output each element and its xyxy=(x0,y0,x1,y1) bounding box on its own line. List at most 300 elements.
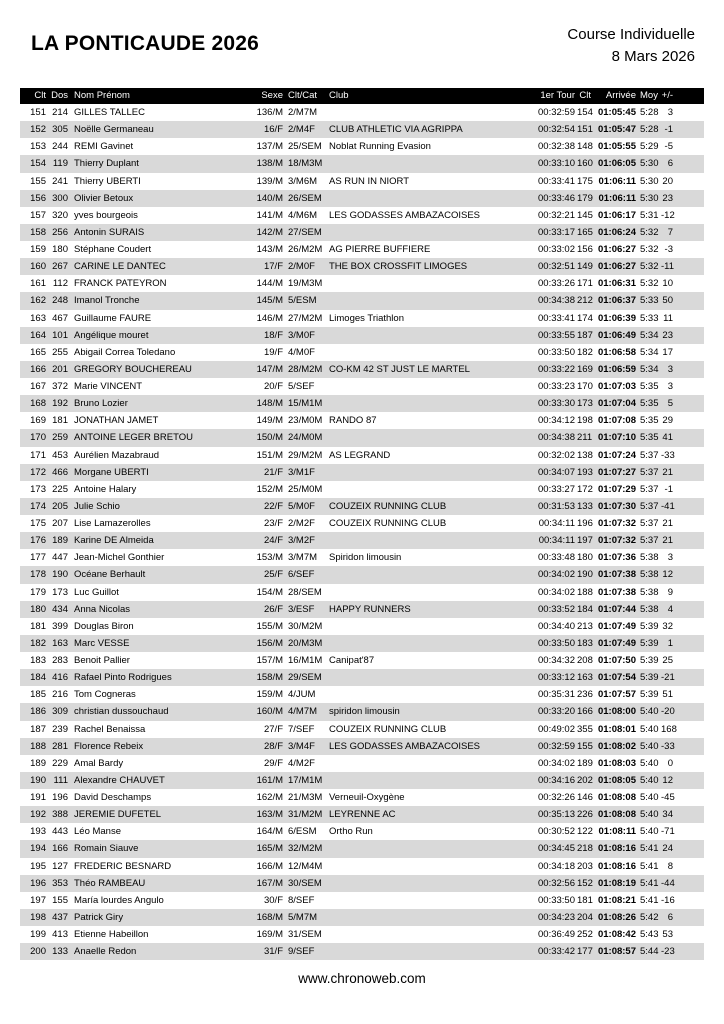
cell-clt: 179 xyxy=(30,586,46,598)
cell-1er-tour: 00:33:22 xyxy=(538,363,575,375)
cell-club xyxy=(325,275,530,292)
cell-clt-arrivee: 149 xyxy=(577,261,593,273)
cell-nom-prenom: Rafael Pinto Rodrigues xyxy=(74,672,172,684)
cell-dos: 388 xyxy=(52,809,68,821)
table-row xyxy=(20,601,704,618)
cell-moy: 5:39 xyxy=(640,655,659,666)
cell-clt-cat: 2/M7M xyxy=(288,107,318,118)
cell-clt-arrivee: 173 xyxy=(577,398,593,410)
cell-1er-tour: 00:34:40 xyxy=(538,620,575,632)
cell-moy: 5:35 xyxy=(640,398,659,410)
cell-arrivee: 01:06:17 xyxy=(597,209,636,221)
cell-moy: 5:35 xyxy=(640,415,659,427)
cell-club xyxy=(325,292,530,309)
cell-clt-cat: 21/M3M xyxy=(288,792,323,803)
table-row xyxy=(20,892,704,909)
cell-arrivee: 01:07:44 xyxy=(597,603,636,615)
cell-1er-tour: 00:33:02 xyxy=(538,244,575,255)
cell-club xyxy=(325,566,530,583)
table-row xyxy=(20,241,704,258)
cell-clt: 178 xyxy=(30,569,46,581)
cell-sexe: 154/M xyxy=(256,586,283,598)
cell-plus-minus: 6 xyxy=(667,911,673,923)
cell-clt: 191 xyxy=(30,792,46,803)
cell-arrivee: 01:08:05 xyxy=(597,774,636,786)
cell-sexe: 157/M xyxy=(256,655,283,666)
cell-sexe: 146/M xyxy=(256,312,283,324)
table-row xyxy=(20,464,704,481)
table-row xyxy=(20,549,704,566)
cell-sexe: 148/M xyxy=(256,398,283,410)
cell-plus-minus: 11 xyxy=(663,312,673,324)
cell-sexe: 25/F xyxy=(263,569,283,581)
cell-nom-prenom: Benoit Pallier xyxy=(74,655,130,666)
cell-clt: 158 xyxy=(30,226,46,238)
cell-clt-cat: 8/SEF xyxy=(288,894,315,906)
cell-clt-arrivee: 212 xyxy=(577,295,593,307)
cell-1er-tour: 00:33:26 xyxy=(538,278,575,290)
cell-plus-minus: 23 xyxy=(662,192,673,204)
cell-sexe: 141/M xyxy=(256,209,283,221)
cell-clt-arrivee: 171 xyxy=(577,278,593,290)
cell-moy: 5:39 xyxy=(640,689,659,701)
cell-1er-tour: 00:33:12 xyxy=(538,672,575,684)
cell-club: Noblat Running Evasion xyxy=(329,141,431,153)
cell-plus-minus: 0 xyxy=(667,757,673,769)
cell-moy: 5:30 xyxy=(640,175,659,187)
cell-club xyxy=(325,892,530,909)
cell-sexe: 156/M xyxy=(256,637,283,649)
cell-dos: 437 xyxy=(52,911,68,923)
cell-dos: 453 xyxy=(52,449,68,461)
cell-clt-cat: 4/M7M xyxy=(288,706,318,718)
cell-clt-arrivee: 211 xyxy=(577,432,593,444)
page-title: LA PONTICAUDE 2026 xyxy=(31,32,260,55)
cell-nom-prenom: Noëlle Germaneau xyxy=(74,124,154,136)
cell-clt-cat: 3/M7M xyxy=(288,552,318,564)
cell-clt-arrivee: 190 xyxy=(577,569,593,581)
cell-plus-minus: 6 xyxy=(667,158,673,170)
cell-1er-tour: 00:32:59 xyxy=(538,107,575,118)
cell-dos: 180 xyxy=(52,244,68,255)
cell-clt: 188 xyxy=(30,740,46,752)
cell-club: Limoges Triathlon xyxy=(329,312,404,324)
cell-dos: 173 xyxy=(52,586,68,598)
cell-clt-arrivee: 355 xyxy=(577,723,593,735)
column-header-moy: Moy xyxy=(640,90,658,101)
event-name: Course Individuelle xyxy=(567,26,695,43)
cell-nom-prenom: Julie Schio xyxy=(74,500,120,512)
cell-clt-arrivee: 154 xyxy=(577,107,593,118)
cell-clt-arrivee: 166 xyxy=(577,706,593,718)
cell-nom-prenom: Jean-Michel Gonthier xyxy=(74,552,165,564)
cell-sexe: 152/M xyxy=(256,483,283,495)
cell-clt: 163 xyxy=(30,312,46,324)
cell-club: COUZEIX RUNNING CLUB xyxy=(329,518,447,529)
cell-plus-minus: 3 xyxy=(667,552,673,564)
table-row xyxy=(20,618,704,635)
cell-clt: 162 xyxy=(30,295,46,307)
cell-nom-prenom: Aurélien Mazabraud xyxy=(74,449,160,461)
cell-clt-arrivee: 184 xyxy=(577,603,593,615)
cell-moy: 5:41 xyxy=(640,894,659,906)
cell-club xyxy=(325,840,530,857)
cell-1er-tour: 00:33:41 xyxy=(538,312,575,324)
cell-dos: 155 xyxy=(52,894,68,906)
cell-clt-cat: 6/ESM xyxy=(288,826,317,838)
cell-clt-cat: 3/M1F xyxy=(288,466,315,478)
cell-clt: 153 xyxy=(30,141,46,153)
cell-arrivee: 01:07:32 xyxy=(597,535,636,547)
cell-plus-minus: 34 xyxy=(662,809,673,821)
cell-moy: 5:39 xyxy=(640,637,659,649)
cell-nom-prenom: Douglas Biron xyxy=(74,620,134,632)
table-row xyxy=(20,292,704,309)
cell-nom-prenom: Antoine Halary xyxy=(74,483,137,495)
cell-nom-prenom: Florence Rebeix xyxy=(74,740,144,752)
cell-clt-arrivee: 122 xyxy=(577,826,593,838)
cell-clt: 169 xyxy=(30,415,46,427)
cell-plus-minus: 12 xyxy=(662,774,673,786)
cell-plus-minus: 4 xyxy=(667,603,673,615)
cell-nom-prenom: CARINE LE DANTEC xyxy=(74,261,166,273)
page-header xyxy=(31,22,695,68)
cell-clt: 194 xyxy=(30,843,46,855)
cell-nom-prenom: GILLES TALLEC xyxy=(74,107,145,118)
cell-moy: 5:35 xyxy=(640,432,659,444)
table-row xyxy=(20,361,704,378)
cell-clt-cat: 27/SEM xyxy=(288,226,322,238)
cell-arrivee: 01:08:57 xyxy=(597,946,636,958)
cell-plus-minus: 21 xyxy=(662,535,673,547)
cell-1er-tour: 00:32:21 xyxy=(538,209,575,221)
cell-plus-minus: 17 xyxy=(662,346,673,358)
cell-clt: 161 xyxy=(30,278,46,290)
cell-moy: 5:40 xyxy=(640,740,659,752)
table-row xyxy=(20,635,704,652)
cell-clt-cat: 18/M3M xyxy=(288,158,323,170)
cell-clt-cat: 25/SEM xyxy=(288,141,322,153)
cell-sexe: 24/F xyxy=(263,535,283,547)
cell-plus-minus: 12 xyxy=(662,569,673,581)
cell-arrivee: 01:07:49 xyxy=(597,637,636,649)
cell-clt-arrivee: 170 xyxy=(577,381,593,392)
cell-nom-prenom: yves bourgeois xyxy=(74,209,138,221)
cell-dos: 413 xyxy=(52,929,68,940)
cell-plus-minus: 3 xyxy=(667,381,673,392)
cell-clt: 181 xyxy=(30,620,46,632)
cell-plus-minus: 7 xyxy=(667,226,673,238)
cell-sexe: 155/M xyxy=(256,620,283,632)
cell-dos: 443 xyxy=(52,826,68,838)
cell-club xyxy=(325,755,530,772)
cell-clt-arrivee: 198 xyxy=(577,415,593,427)
cell-club xyxy=(325,858,530,875)
cell-plus-minus: -45 xyxy=(661,792,675,803)
cell-clt-cat: 3/M6M xyxy=(288,175,318,187)
cell-dos: 467 xyxy=(52,312,68,324)
cell-1er-tour: 00:34:18 xyxy=(538,860,575,872)
table-row xyxy=(20,823,704,840)
cell-clt: 172 xyxy=(30,466,46,478)
cell-clt: 166 xyxy=(30,363,46,375)
cell-1er-tour: 00:32:51 xyxy=(538,261,575,273)
cell-nom-prenom: Léo Manse xyxy=(74,826,122,838)
cell-clt-arrivee: 252 xyxy=(577,929,593,940)
cell-clt: 157 xyxy=(30,209,46,221)
cell-sexe: 27/F xyxy=(263,723,283,735)
cell-dos: 133 xyxy=(52,946,68,958)
cell-clt-cat: 28/SEM xyxy=(288,586,322,598)
cell-arrivee: 01:07:04 xyxy=(597,398,636,410)
cell-plus-minus: -44 xyxy=(661,877,675,889)
cell-clt-arrivee: 152 xyxy=(577,877,593,889)
cell-plus-minus: 29 xyxy=(662,415,673,427)
cell-clt-cat: 30/SEM xyxy=(288,877,322,889)
cell-nom-prenom: María lourdes Angulo xyxy=(74,894,164,906)
cell-clt: 177 xyxy=(30,552,46,564)
cell-clt-cat: 12/M4M xyxy=(288,860,323,872)
cell-club: RANDO 87 xyxy=(329,415,377,427)
cell-clt: 174 xyxy=(30,500,46,512)
cell-sexe: 145/M xyxy=(256,295,283,307)
cell-dos: 248 xyxy=(52,295,68,307)
cell-arrivee: 01:07:50 xyxy=(597,655,636,666)
cell-moy: 5:39 xyxy=(640,620,659,632)
cell-clt-cat: 5/M0F xyxy=(288,500,315,512)
cell-arrivee: 01:08:00 xyxy=(597,706,636,718)
cell-clt: 199 xyxy=(30,929,46,940)
cell-clt-cat: 4/M6M xyxy=(288,209,318,221)
table-row xyxy=(20,498,704,515)
cell-clt-cat: 5/ESM xyxy=(288,295,317,307)
cell-1er-tour: 00:33:50 xyxy=(538,894,575,906)
cell-club xyxy=(325,395,530,412)
cell-plus-minus: 51 xyxy=(662,689,673,701)
cell-plus-minus: 5 xyxy=(667,398,673,410)
cell-club xyxy=(325,378,530,395)
cell-clt: 164 xyxy=(30,329,46,341)
cell-club: COUZEIX RUNNING CLUB xyxy=(329,500,447,512)
cell-sexe: 138/M xyxy=(256,158,283,170)
cell-dos: 256 xyxy=(52,226,68,238)
cell-nom-prenom: Rachel Benaissa xyxy=(74,723,146,735)
cell-clt: 173 xyxy=(30,483,46,495)
cell-nom-prenom: Bruno Lozier xyxy=(74,398,128,410)
cell-nom-prenom: Lise Lamazerolles xyxy=(74,518,151,529)
cell-nom-prenom: Etienne Habeillon xyxy=(74,929,149,940)
cell-sexe: 159/M xyxy=(256,689,283,701)
cell-clt-arrivee: 169 xyxy=(577,363,593,375)
cell-sexe: 16/F xyxy=(263,124,283,136)
cell-plus-minus: 32 xyxy=(662,620,673,632)
cell-clt-arrivee: 204 xyxy=(577,911,593,923)
cell-sexe: 20/F xyxy=(263,381,283,392)
cell-moy: 5:38 xyxy=(640,569,659,581)
cell-clt: 187 xyxy=(30,723,46,735)
cell-club xyxy=(325,772,530,789)
cell-moy: 5:32 xyxy=(640,244,659,255)
cell-dos: 353 xyxy=(52,877,68,889)
cell-clt-arrivee: 145 xyxy=(577,209,593,221)
table-row xyxy=(20,275,704,292)
cell-club xyxy=(325,327,530,344)
cell-nom-prenom: FREDERIC BESNARD xyxy=(74,860,172,872)
cell-nom-prenom: Théo RAMBEAU xyxy=(74,877,146,889)
cell-moy: 5:37 xyxy=(640,466,659,478)
cell-arrivee: 01:08:26 xyxy=(597,911,636,923)
cell-plus-minus: 3 xyxy=(667,107,673,118)
table-row xyxy=(20,840,704,857)
cell-plus-minus: -12 xyxy=(661,209,675,221)
cell-dos: 205 xyxy=(52,500,68,512)
cell-nom-prenom: Romain Siauve xyxy=(74,843,139,855)
table-row xyxy=(20,926,704,943)
cell-plus-minus: 41 xyxy=(662,432,673,444)
cell-1er-tour: 00:34:12 xyxy=(538,415,575,427)
results-table xyxy=(20,88,704,960)
cell-1er-tour: 00:49:02 xyxy=(538,723,575,735)
cell-clt-arrivee: 146 xyxy=(577,792,593,803)
cell-clt: 151 xyxy=(30,107,46,118)
cell-sexe: 166/M xyxy=(256,860,283,872)
cell-nom-prenom: JEREMIE DUFETEL xyxy=(74,809,162,821)
cell-nom-prenom: Antonin SURAIS xyxy=(74,226,145,238)
cell-dos: 372 xyxy=(52,381,68,392)
cell-clt: 193 xyxy=(30,826,46,838)
cell-sexe: 164/M xyxy=(256,826,283,838)
cell-1er-tour: 00:33:30 xyxy=(538,398,575,410)
cell-1er-tour: 00:34:02 xyxy=(538,569,575,581)
cell-sexe: 143/M xyxy=(256,244,283,255)
table-row xyxy=(20,652,704,669)
cell-1er-tour: 00:34:07 xyxy=(538,466,575,478)
column-header-sexe: Sexe xyxy=(261,90,283,101)
cell-dos: 229 xyxy=(52,757,68,769)
cell-plus-minus: -1 xyxy=(664,483,673,495)
column-header-plus-minus: +/- xyxy=(661,90,673,101)
cell-clt-arrivee: 163 xyxy=(577,672,593,684)
cell-1er-tour: 00:34:16 xyxy=(538,774,575,786)
cell-moy: 5:38 xyxy=(640,586,659,598)
cell-clt-cat: 3/M4F xyxy=(288,740,315,752)
cell-clt: 167 xyxy=(30,381,46,392)
table-row xyxy=(20,943,704,960)
cell-arrivee: 01:05:45 xyxy=(597,107,636,118)
cell-clt: 152 xyxy=(30,124,46,136)
cell-moy: 5:40 xyxy=(640,826,659,838)
cell-clt-arrivee: 189 xyxy=(577,757,593,769)
cell-clt-arrivee: 175 xyxy=(577,175,593,187)
cell-dos: 305 xyxy=(52,124,68,136)
cell-clt-arrivee: 236 xyxy=(577,689,593,701)
table-row xyxy=(20,190,704,207)
cell-arrivee: 01:06:24 xyxy=(597,226,636,238)
cell-clt-arrivee: 226 xyxy=(577,809,593,821)
cell-plus-minus: -5 xyxy=(664,141,673,153)
cell-clt-cat: 4/M2F xyxy=(288,757,315,769)
cell-1er-tour: 00:34:23 xyxy=(538,911,575,923)
cell-1er-tour: 00:32:02 xyxy=(538,449,575,461)
cell-clt-arrivee: 172 xyxy=(577,483,593,495)
cell-1er-tour: 00:34:11 xyxy=(538,518,575,529)
cell-moy: 5:28 xyxy=(640,124,659,136)
cell-plus-minus: 8 xyxy=(667,860,673,872)
cell-moy: 5:40 xyxy=(640,757,659,769)
cell-1er-tour: 00:33:55 xyxy=(538,329,575,341)
cell-1er-tour: 00:33:17 xyxy=(538,226,575,238)
cell-clt-arrivee: 174 xyxy=(577,312,593,324)
cell-sexe: 19/F xyxy=(263,346,283,358)
cell-dos: 189 xyxy=(52,535,68,547)
cell-nom-prenom: Patrick Giry xyxy=(74,911,124,923)
table-row xyxy=(20,584,704,601)
cell-sexe: 28/F xyxy=(263,740,283,752)
cell-plus-minus: -3 xyxy=(664,244,673,255)
cell-moy: 5:37 xyxy=(640,518,659,529)
cell-moy: 5:37 xyxy=(640,483,659,495)
cell-club: Spiridon limousin xyxy=(329,552,402,564)
cell-sexe: 23/F xyxy=(263,518,283,529)
cell-clt-arrivee: 151 xyxy=(577,124,593,136)
table-row xyxy=(20,686,704,703)
cell-plus-minus: 25 xyxy=(662,655,673,666)
cell-sexe: 142/M xyxy=(256,226,283,238)
table-row xyxy=(20,447,704,464)
cell-arrivee: 01:07:10 xyxy=(597,432,636,444)
cell-club: AS LEGRAND xyxy=(329,449,391,461)
cell-sexe: 137/M xyxy=(256,141,283,153)
cell-nom-prenom: GREGORY BOUCHEREAU xyxy=(74,363,192,375)
table-row xyxy=(20,755,704,772)
cell-dos: 111 xyxy=(53,774,68,786)
cell-sexe: 165/M xyxy=(256,843,283,855)
cell-dos: 466 xyxy=(52,466,68,478)
cell-sexe: 30/F xyxy=(263,894,283,906)
cell-nom-prenom: Marie VINCENT xyxy=(74,381,143,392)
cell-club xyxy=(325,224,530,241)
table-row xyxy=(20,155,704,172)
cell-clt: 159 xyxy=(30,244,46,255)
table-row xyxy=(20,258,704,275)
cell-plus-minus: 168 xyxy=(661,723,677,735)
cell-club xyxy=(325,875,530,892)
cell-clt-cat: 4/JUM xyxy=(288,689,316,701)
cell-moy: 5:38 xyxy=(640,603,659,615)
cell-moy: 5:42 xyxy=(640,911,659,923)
cell-dos: 201 xyxy=(52,363,68,375)
cell-moy: 5:39 xyxy=(640,672,659,684)
cell-arrivee: 01:06:27 xyxy=(597,244,636,255)
cell-nom-prenom: Luc Guillot xyxy=(74,586,119,598)
cell-arrivee: 01:07:24 xyxy=(597,449,636,461)
cell-dos: 434 xyxy=(52,603,68,615)
table-row xyxy=(20,806,704,823)
table-row xyxy=(20,909,704,926)
table-row xyxy=(20,721,704,738)
cell-sexe: 31/F xyxy=(263,946,283,958)
cell-clt-arrivee: 197 xyxy=(577,535,593,547)
cell-clt: 171 xyxy=(30,449,46,461)
cell-clt-cat: 6/SEF xyxy=(288,569,315,581)
cell-arrivee: 01:06:11 xyxy=(598,175,636,187)
cell-sexe: 167/M xyxy=(256,877,283,889)
cell-clt: 186 xyxy=(30,706,46,718)
cell-sexe: 21/F xyxy=(263,466,283,478)
cell-arrivee: 01:06:58 xyxy=(597,346,636,358)
cell-sexe: 144/M xyxy=(256,278,283,290)
cell-dos: 112 xyxy=(52,278,68,290)
